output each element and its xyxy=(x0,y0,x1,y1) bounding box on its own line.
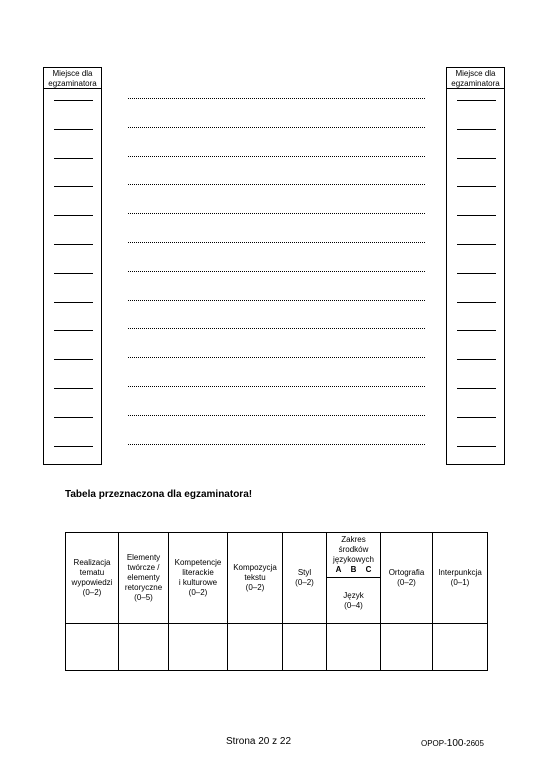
grading-header-line: Realizacja xyxy=(73,558,111,567)
grading-score-cell[interactable] xyxy=(327,624,381,671)
examiner-score-line[interactable] xyxy=(54,244,93,245)
examiner-margin-right-header xyxy=(447,68,504,89)
examiner-score-line[interactable] xyxy=(457,215,496,216)
grading-header-line: (0–2) xyxy=(188,588,208,597)
grading-header-line: tekstu xyxy=(244,573,266,582)
examiner-score-line[interactable] xyxy=(457,446,496,447)
grading-header-line: retoryczne xyxy=(124,583,163,592)
grading-header-cell xyxy=(66,533,119,624)
page-number: Strona 20 z 22 xyxy=(226,736,292,747)
grading-header-zakres-line: językowych xyxy=(333,555,374,564)
grading-score-cell[interactable] xyxy=(283,624,327,671)
grading-score-cell[interactable] xyxy=(119,624,169,671)
examiner-score-line[interactable] xyxy=(457,302,496,303)
dotted-writing-line[interactable] xyxy=(128,386,425,387)
grading-header-line: twórcze / xyxy=(127,563,160,572)
examiner-score-line[interactable] xyxy=(54,330,93,331)
grading-header-line: Elementy xyxy=(126,553,161,562)
grading-header-line: i kulturowe xyxy=(178,578,218,587)
examiner-score-line[interactable] xyxy=(457,417,496,418)
examiner-score-line[interactable] xyxy=(457,244,496,245)
grading-header-level-b: B xyxy=(350,565,357,574)
examiner-score-line[interactable] xyxy=(54,446,93,447)
examiner-score-line[interactable] xyxy=(457,388,496,389)
grading-header-cell xyxy=(381,533,433,624)
dotted-writing-line[interactable] xyxy=(128,242,425,243)
examiner-margin-right-title-line1: Miejsce dla xyxy=(455,69,496,78)
dotted-writing-line[interactable] xyxy=(128,156,425,157)
grading-table xyxy=(65,532,488,671)
grading-header-line: Ortografia xyxy=(388,568,425,577)
grading-score-cell[interactable] xyxy=(433,624,488,671)
examiner-margin-left-header xyxy=(44,68,101,89)
examiner-score-line[interactable] xyxy=(457,273,496,274)
examiner-score-line[interactable] xyxy=(54,158,93,159)
grading-header-line: wypowiedzi xyxy=(71,578,113,587)
dotted-writing-line[interactable] xyxy=(128,444,425,445)
grading-header-cell xyxy=(169,533,228,624)
examiner-score-line[interactable] xyxy=(54,215,93,216)
grading-score-cell[interactable] xyxy=(66,624,119,671)
exam-code-main: 100 xyxy=(446,738,464,749)
grading-score-cell[interactable] xyxy=(228,624,283,671)
dotted-writing-line[interactable] xyxy=(128,357,425,358)
grading-header-cell xyxy=(283,533,327,624)
grading-header-jezyk: Język xyxy=(343,590,364,600)
grading-header-zakres xyxy=(327,533,381,624)
dotted-writing-line[interactable] xyxy=(128,300,425,301)
examiner-score-line[interactable] xyxy=(54,273,93,274)
dotted-writing-line[interactable] xyxy=(128,127,425,128)
grading-header-line: (0–1) xyxy=(450,578,470,587)
grading-header-line: Interpunkcja xyxy=(438,568,482,577)
examiner-score-line[interactable] xyxy=(54,129,93,130)
examiner-score-line[interactable] xyxy=(54,100,93,101)
examiner-margin-right xyxy=(446,67,505,465)
grading-header-line: Styl xyxy=(297,568,312,577)
grading-score-cell[interactable] xyxy=(381,624,433,671)
grading-header-line: (0–2) xyxy=(82,588,102,597)
grading-header-line: tematu xyxy=(79,568,105,577)
grading-header-cell xyxy=(228,533,283,624)
grading-header-cell xyxy=(119,533,169,624)
grading-header-zakres-line: środków xyxy=(338,545,369,554)
examiner-score-line[interactable] xyxy=(457,186,496,187)
grading-header-line: (0–2) xyxy=(245,583,265,592)
examiner-score-line[interactable] xyxy=(54,186,93,187)
examiner-score-line[interactable] xyxy=(457,129,496,130)
dotted-writing-line[interactable] xyxy=(128,415,425,416)
grading-header-line: Kompozycja xyxy=(233,563,277,572)
grading-header-line: Kompetencje xyxy=(174,558,222,567)
grading-header-cell xyxy=(433,533,488,624)
examiner-score-line[interactable] xyxy=(457,330,496,331)
grading-header-line: (0–2) xyxy=(397,578,416,587)
grading-table-score-row xyxy=(66,624,488,671)
grading-table-header-row xyxy=(66,533,488,624)
examiner-score-line[interactable] xyxy=(54,359,93,360)
table-title: Tabela przeznaczona dla egzaminatora! xyxy=(65,489,253,500)
examiner-score-line[interactable] xyxy=(54,302,93,303)
examiner-score-line[interactable] xyxy=(54,417,93,418)
grading-header-line: literackie xyxy=(182,568,214,577)
grading-header-jezyk-score: (0–4) xyxy=(344,600,363,610)
examiner-score-line[interactable] xyxy=(457,158,496,159)
examiner-margin-right-title-line2: egzaminatora xyxy=(451,79,500,88)
grading-header-line: elementy xyxy=(127,573,160,582)
examiner-score-line[interactable] xyxy=(54,388,93,389)
dotted-writing-line[interactable] xyxy=(128,213,425,214)
dotted-writing-line[interactable] xyxy=(128,184,425,185)
dotted-writing-line[interactable] xyxy=(128,328,425,329)
grading-header-level-a: A xyxy=(335,565,342,574)
exam-code-prefix: OPOP- xyxy=(421,739,447,748)
examiner-score-line[interactable] xyxy=(457,359,496,360)
grading-header-zakres-line: Zakres xyxy=(341,535,366,544)
dotted-writing-line[interactable] xyxy=(128,98,425,99)
grading-header-line: (0–5) xyxy=(134,593,153,602)
grading-header-line: (0–2) xyxy=(295,578,314,587)
exam-code-suffix: -2605 xyxy=(463,739,484,748)
grading-score-cell[interactable] xyxy=(169,624,228,671)
dotted-writing-line[interactable] xyxy=(128,271,425,272)
examiner-score-line[interactable] xyxy=(457,100,496,101)
grading-header-level-c: C xyxy=(365,565,372,574)
exam-code xyxy=(421,738,484,749)
examiner-margin-left-title-line2: egzaminatora xyxy=(48,79,97,88)
examiner-margin-left xyxy=(43,67,102,465)
examiner-margin-left-title-line1: Miejsce dla xyxy=(52,69,93,78)
